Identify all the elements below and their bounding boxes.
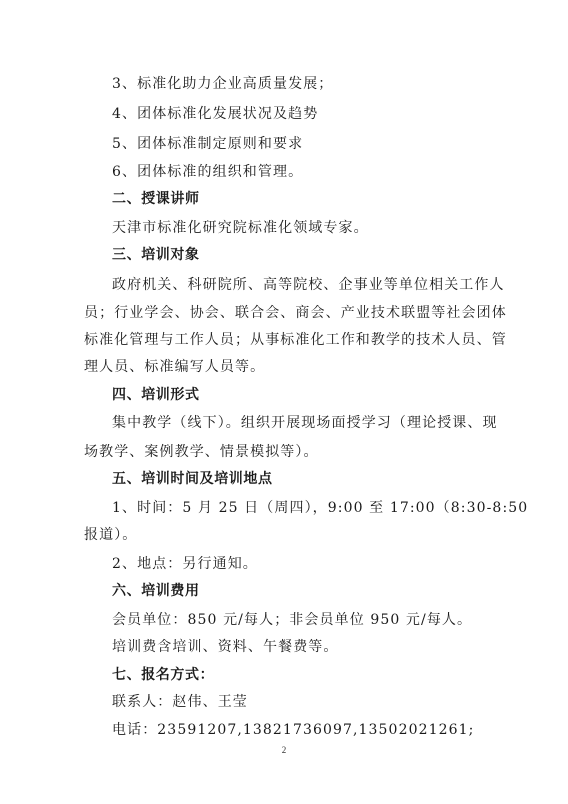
audience-line-1: 政府机关、科研院所、高等院校、企事业等单位相关工作人 bbox=[112, 277, 505, 293]
time-line-2: 报道）。 bbox=[84, 527, 138, 543]
audience-line-3: 标准化管理与工作人员；从事标准化工作和教学的技术人员、管 bbox=[84, 332, 507, 348]
section-heading-fees: 六、培训费用 bbox=[112, 583, 200, 599]
content-item-4: 4、团体标准化发展状况及趋势 bbox=[112, 106, 319, 122]
section-heading-format: 四、培训形式 bbox=[112, 387, 200, 403]
fees-line-1: 会员单位：850 元/每人；非会员单位 950 元/每人。 bbox=[112, 612, 473, 628]
content-item-5: 5、团体标准制定原则和要求 bbox=[112, 136, 304, 152]
format-line-2: 场教学、案例教学、情景模拟等）。 bbox=[84, 444, 319, 460]
section-heading-instructor: 二、授课讲师 bbox=[112, 191, 200, 207]
page-number: 2 bbox=[281, 745, 287, 755]
time-line-1: 1、时间：5 月 25 日（周四），9:00 至 17:00（8:30-8:50 bbox=[112, 500, 529, 516]
section-heading-time-place: 五、培训时间及培训地点 bbox=[112, 471, 273, 487]
format-line-1: 集中教学（线下）。组织开展现场面授学习（理论授课、现 bbox=[112, 415, 498, 431]
instructor-text: 天津市标准化研究院标准化领域专家。 bbox=[112, 220, 369, 236]
content-item-6: 6、团体标准的组织和管理。 bbox=[112, 164, 304, 180]
audience-line-2: 员；行业学会、协会、联合会、商会、产业技术联盟等社会团体 bbox=[84, 305, 507, 321]
content-item-3: 3、标准化助力企业高质量发展； bbox=[112, 76, 334, 92]
fees-line-2: 培训费含培训、资料、午餐费等。 bbox=[112, 639, 339, 655]
section-heading-registration: 七、报名方式： bbox=[112, 667, 215, 683]
section-heading-audience: 三、培训对象 bbox=[112, 247, 200, 263]
phone-line: 电话：23591207,13821736097,13502021261; bbox=[112, 722, 475, 738]
contact-line: 联系人：赵伟、王莹 bbox=[112, 694, 248, 710]
audience-line-4: 理人员、标准编写人员等。 bbox=[84, 359, 266, 375]
place-line: 2、地点：另行通知。 bbox=[112, 556, 258, 572]
